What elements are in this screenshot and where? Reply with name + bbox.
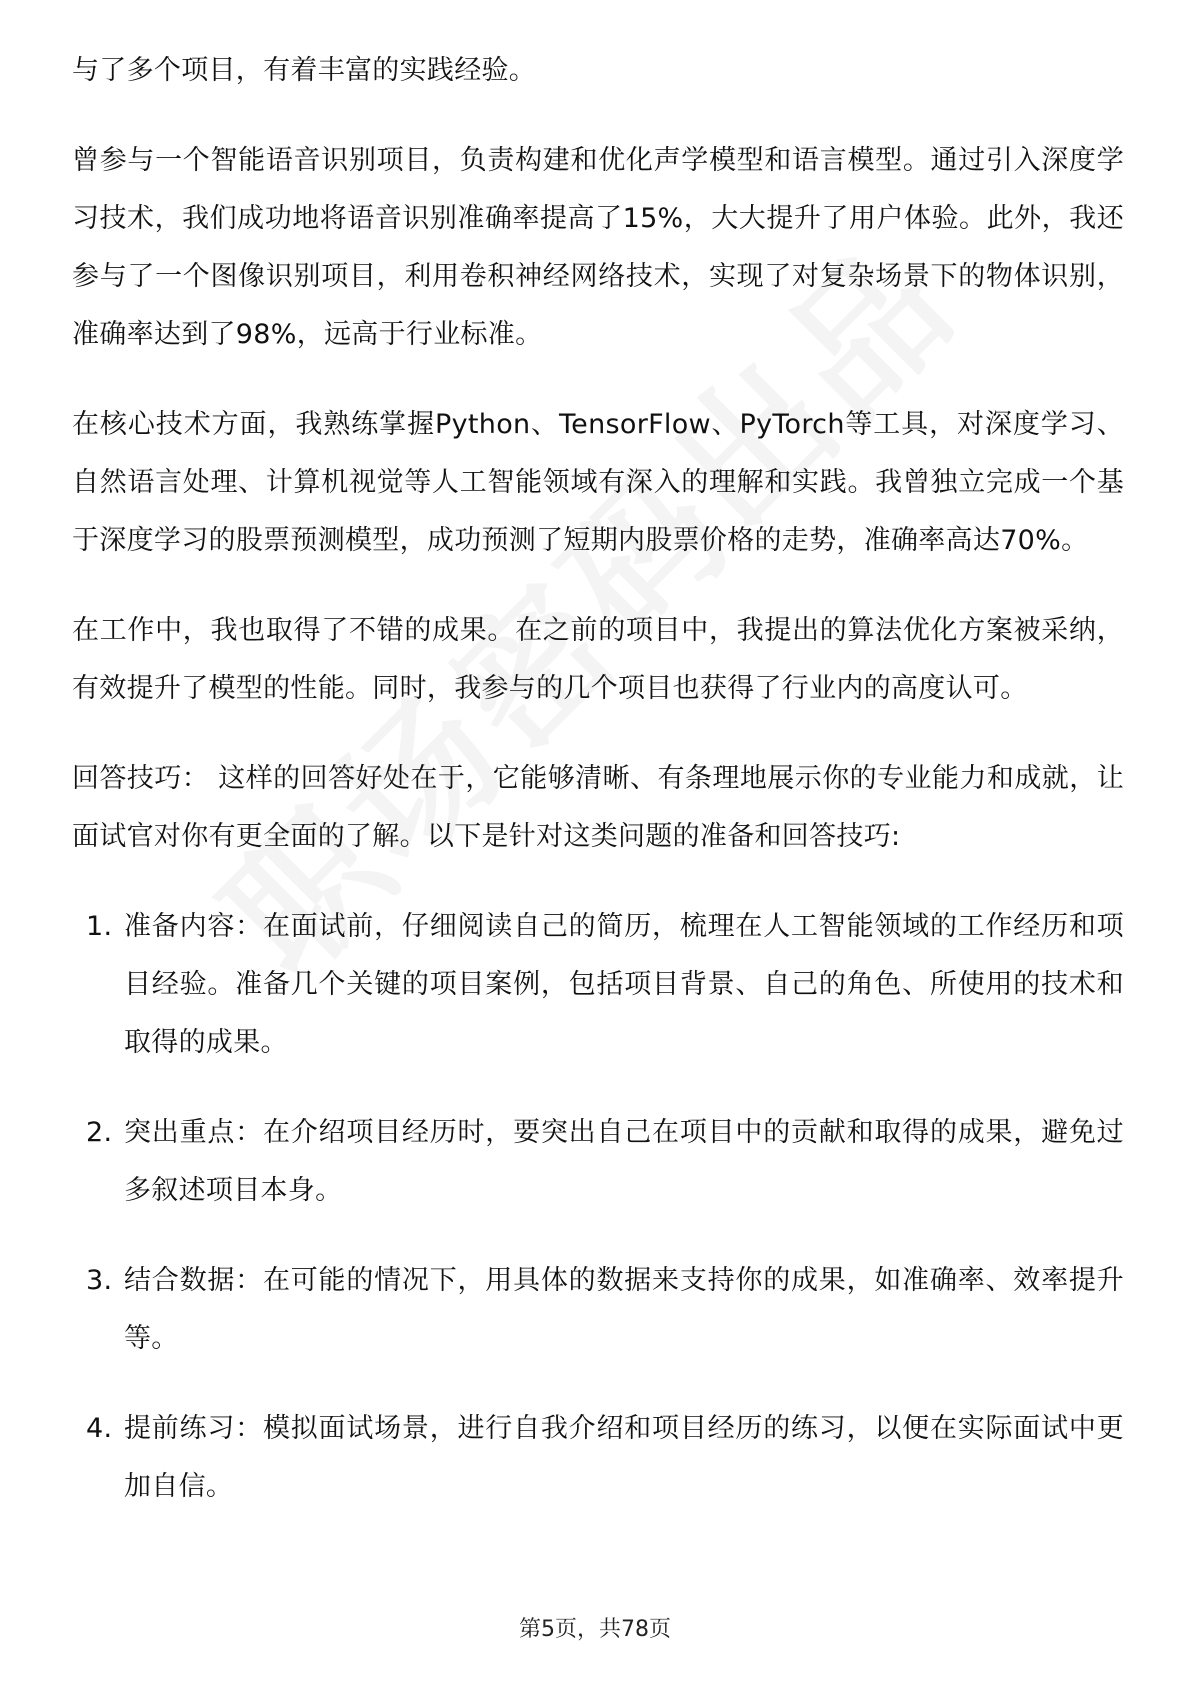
paragraph: 在核心技术方面，我熟练掌握Python、TensorFlow、PyTorch等工具，对深度学习、自然语言处理、计算机视觉等人工智能领域有深入的理解和实践。我曾独立完成一个基于深度学习的股票预测模型，成功预测了短期内股票价格的走势，准确率高达70%。 — [72, 409, 1124, 556]
list-item-text: 突出重点：在介绍项目经历时，要突出自己在项目中的贡献和取得的成果，避免过多叙述项目本身。 — [124, 1117, 1124, 1206]
list-item — [72, 1400, 1124, 1516]
list-item — [72, 1104, 1124, 1220]
list-number: 1. — [86, 911, 113, 942]
paragraph: 曾参与一个智能语音识别项目，负责构建和优化声学模型和语言模型。通过引入深度学习技术，我们成功地将语音识别准确率提高了15%，大大提升了用户体验。此外，我还参与了一个图像识别项目，利用卷积神经网络技术，实现了对复杂场景下的物体识别，准确率达到了98%，远高于行业标准。 — [72, 145, 1124, 350]
list-item-text: 准备内容：在面试前，仔细阅读自己的简历，梳理在人工智能领域的工作经历和项目经验。准备几个关键的项目案例，包括项目背景、自己的角色、所使用的技术和取得的成果。 — [124, 911, 1124, 1058]
paragraph: 与了多个项目，有着丰富的实践经验。 — [72, 55, 537, 86]
list-number: 4. — [86, 1413, 113, 1444]
tips-list — [72, 898, 1124, 1516]
page-number: 第5页，共78页 — [519, 1617, 671, 1642]
paragraph: 在工作中，我也取得了不错的成果。在之前的项目中，我提出的算法优化方案被采纳，有效提升了模型的性能。同时，我参与的几个项目也获得了行业内的高度认可。 — [72, 615, 1124, 704]
paragraph: 回答技巧： 这样的回答好处在于，它能够清晰、有条理地展示你的专业能力和成就，让面试官对你有更全面的了解。以下是针对这类问题的准备和回答技巧: — [72, 763, 1124, 852]
list-item — [72, 1252, 1124, 1368]
page-content — [72, 42, 1124, 1548]
list-number: 2. — [86, 1117, 113, 1148]
list-item-text: 结合数据：在可能的情况下，用具体的数据来支持你的成果，如准确率、效率提升等。 — [124, 1265, 1124, 1354]
list-number: 3. — [86, 1265, 113, 1296]
list-item-text: 提前练习：模拟面试场景，进行自我介绍和项目经历的练习，以便在实际面试中更加自信。 — [124, 1413, 1124, 1502]
list-item — [72, 898, 1124, 1072]
